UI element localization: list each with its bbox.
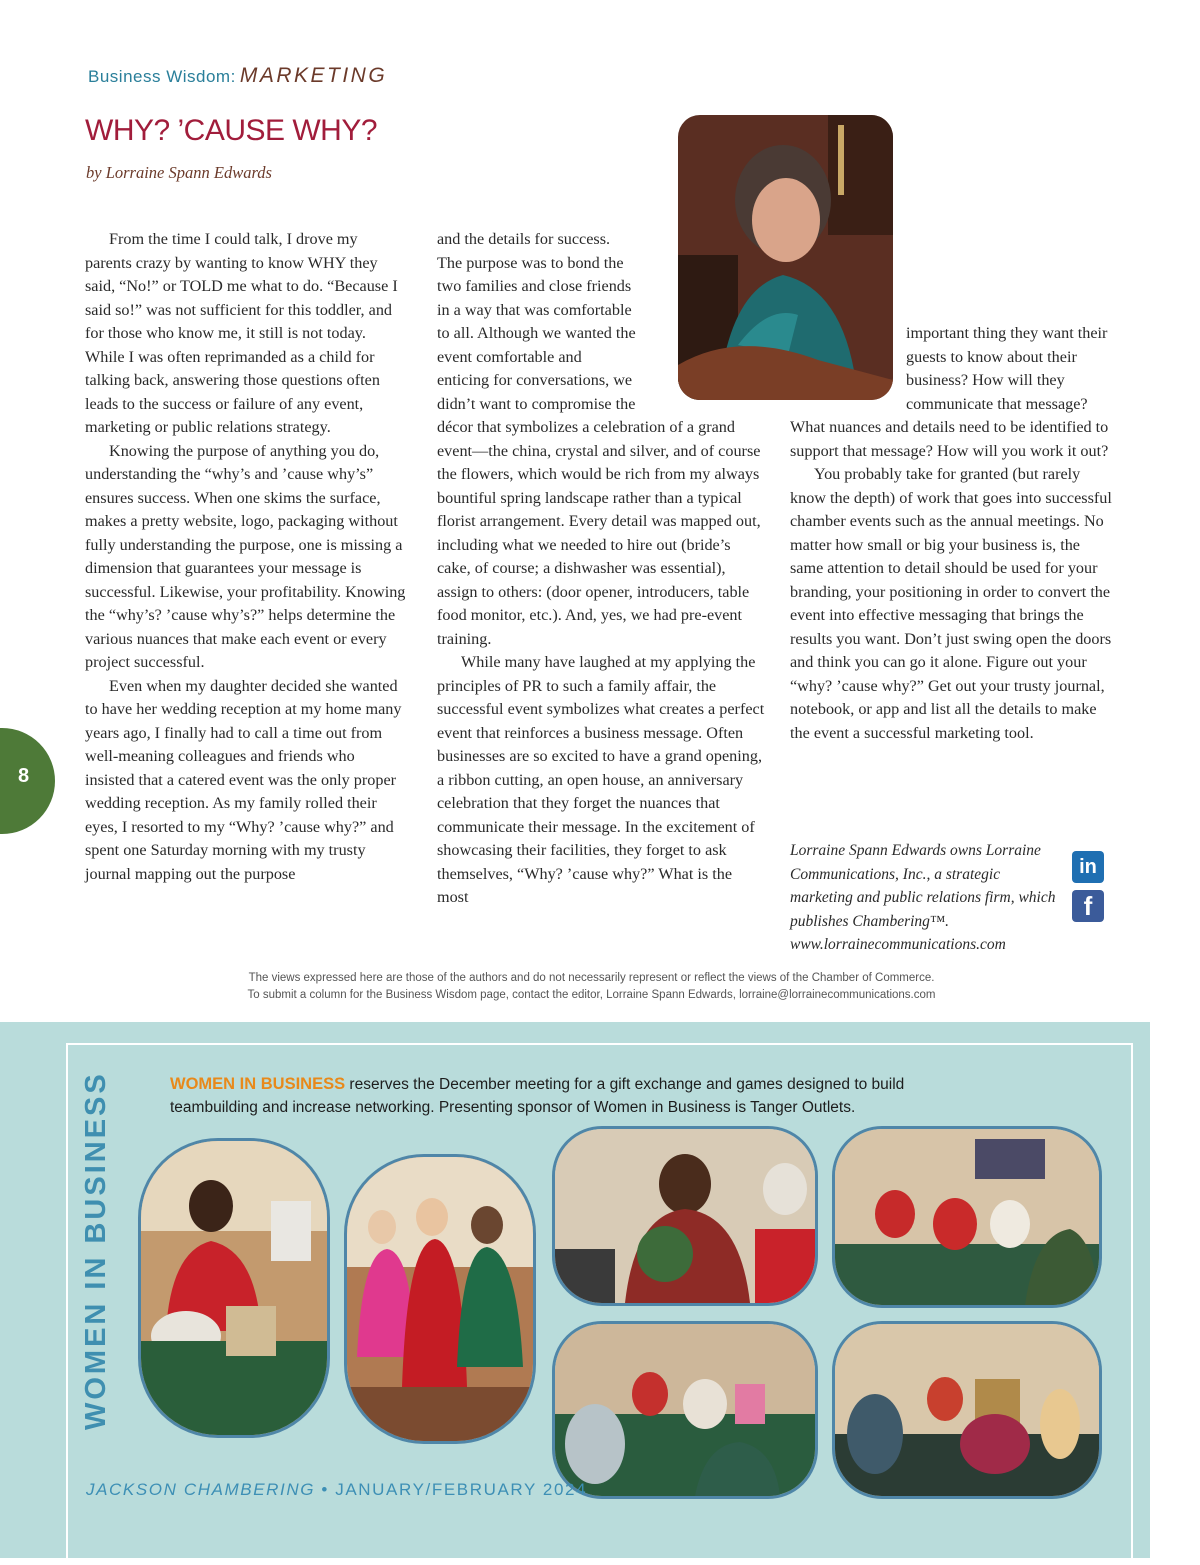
byline: by Lorraine Spann Edwards [86,163,272,182]
footer-separator: • [315,1480,336,1499]
author-bio: Lorraine Spann Edwards owns Lorraine Communications, Inc., a strategic marketing and public relations firm, which publishes Chambering™. www.lorrainecommunications.com [790,842,1056,953]
article-column-1 [85,228,407,886]
panel-vertical-title: WOMEN IN BUSINESS [80,1071,112,1430]
paragraph: Knowing the purpose of anything you do, understanding the “why’s and ’cause why’s” ensures success. When one skims the surface, makes a pretty website, logo, packaging without fully understanding the purpose, one is missing a dimension that guarantees your message is successful. Likewise, your profitability. Knowing the “why’s? ’cause why’s?” helps determine the various nuances that make each event or every project successful. [85,441,406,671]
section-name: Business Wisdom: [88,67,236,86]
footer [86,1480,587,1500]
paragraph: From the time I could talk, I drove my parents crazy by wanting to know WHY they said, “No!” or TOLD me what to do. “Because I said so!” was not sufficient for this toddler, and for those who know me, it still is not today. While I was often reprimanded as a child for talking back, answering those questions often leads to the success or failure of any event, marketing or public relations strategy. [85,230,398,436]
paragraph: You probably take for granted (but rarely know the depth) of work that goes into successful chamber events such as the annual meetings. No matter how small or big your business is, the same attention to detail should be used for your branding, your positioning in order to convert the event into effective messaging that brings the results you want. Don’t just swing open the doors and think you can go it alone. Figure out your “why? ’cause why?” Get out your trusty journal, notebook, or app and list all the details to make the event a successful marketing tool. [790,465,1112,742]
subsection-name: MARKETING [239,64,388,87]
panel-highlight: WOMEN IN BUSINESS [170,1075,346,1093]
publication-name: JACKSON CHAMBERING [86,1480,316,1499]
event-photo [552,1126,818,1306]
event-photo [832,1126,1102,1308]
disclaimer-line: To submit a column for the Business Wisdom page, contact the editor, Lorraine Spann Edwards, lorraine@lorrainecommunications.com [247,989,936,1001]
panel-description [170,1073,970,1119]
paragraph: While many have laughed at my applying the principles of PR to such a family affair, the successful event symbolizes what creates a perfect event that reinforces a business message. Often businesses are so excited to have a grand opening, a ribbon cutting, an open house, an anniversary celebration that they forget the nuances that communicate their message. In the excitement of showcasing their facilities, they forget to ask themselves, “Why? ’cause why?” What is the most [437,653,765,906]
facebook-icon[interactable]: f [1072,890,1104,922]
event-photo [344,1154,536,1444]
disclaimer-line: The views expressed here are those of the authors and do not necessarily represent or reflect the views of the Chamber of Commerce. [248,972,935,984]
panel-text: reserves the December meeting for a gift exchange and games designed to build teambuilding and increase networking. Presenting sponsor of Women in Business is Tanger Outlets. [170,1076,905,1116]
section-label [88,64,387,88]
paragraph: and the details for success. The purpose was to bond the two families and close friends in a way that was comfortable to all. Although we wanted the event comfortable and enticing for conversations, we didn’t want to compromise the décor that symbolizes a celebration of a grand event—the china, crystal and silver, and of course the flowers, which would be rich from my always bountiful spring landscape rather than a typical florist arrangement. Every detail was mapped out, including what we needed to hire out (bride’s cake, of course; a dishwasher was essential), assign to others: (door opener, introducers, table food monitor, etc.). And, yes, we had pre-event training. [437,230,761,648]
event-photo [138,1138,330,1438]
photo-wrap-space [790,322,906,416]
issue-date: JANUARY/FEBRUARY 2024 [335,1480,588,1499]
disclaimer [0,970,1183,1004]
paragraph: Even when my daughter decided she wanted to have her wedding reception at my home many years ago, I finally had to call a time out from well-meaning colleagues and friends who insisted that a catered event was the only proper wedding reception. As my family rolled their eyes, I resorted to my “Why? ’cause why?” and spent one Saturday morning with my trusty journal mapping out the purpose [85,676,402,883]
paragraph: important thing they want their guests to know about their business? How will they communicate that message? What nuances and details need to be identified to support that message? How will you work it out? [790,324,1109,460]
article-column-3 [790,322,1112,745]
event-photo [832,1321,1102,1499]
event-photo [552,1321,818,1499]
linkedin-icon[interactable]: in [1072,851,1104,883]
page-number: 8 [18,765,30,787]
article-title: WHY? ’CAUSE WHY? [85,114,378,147]
